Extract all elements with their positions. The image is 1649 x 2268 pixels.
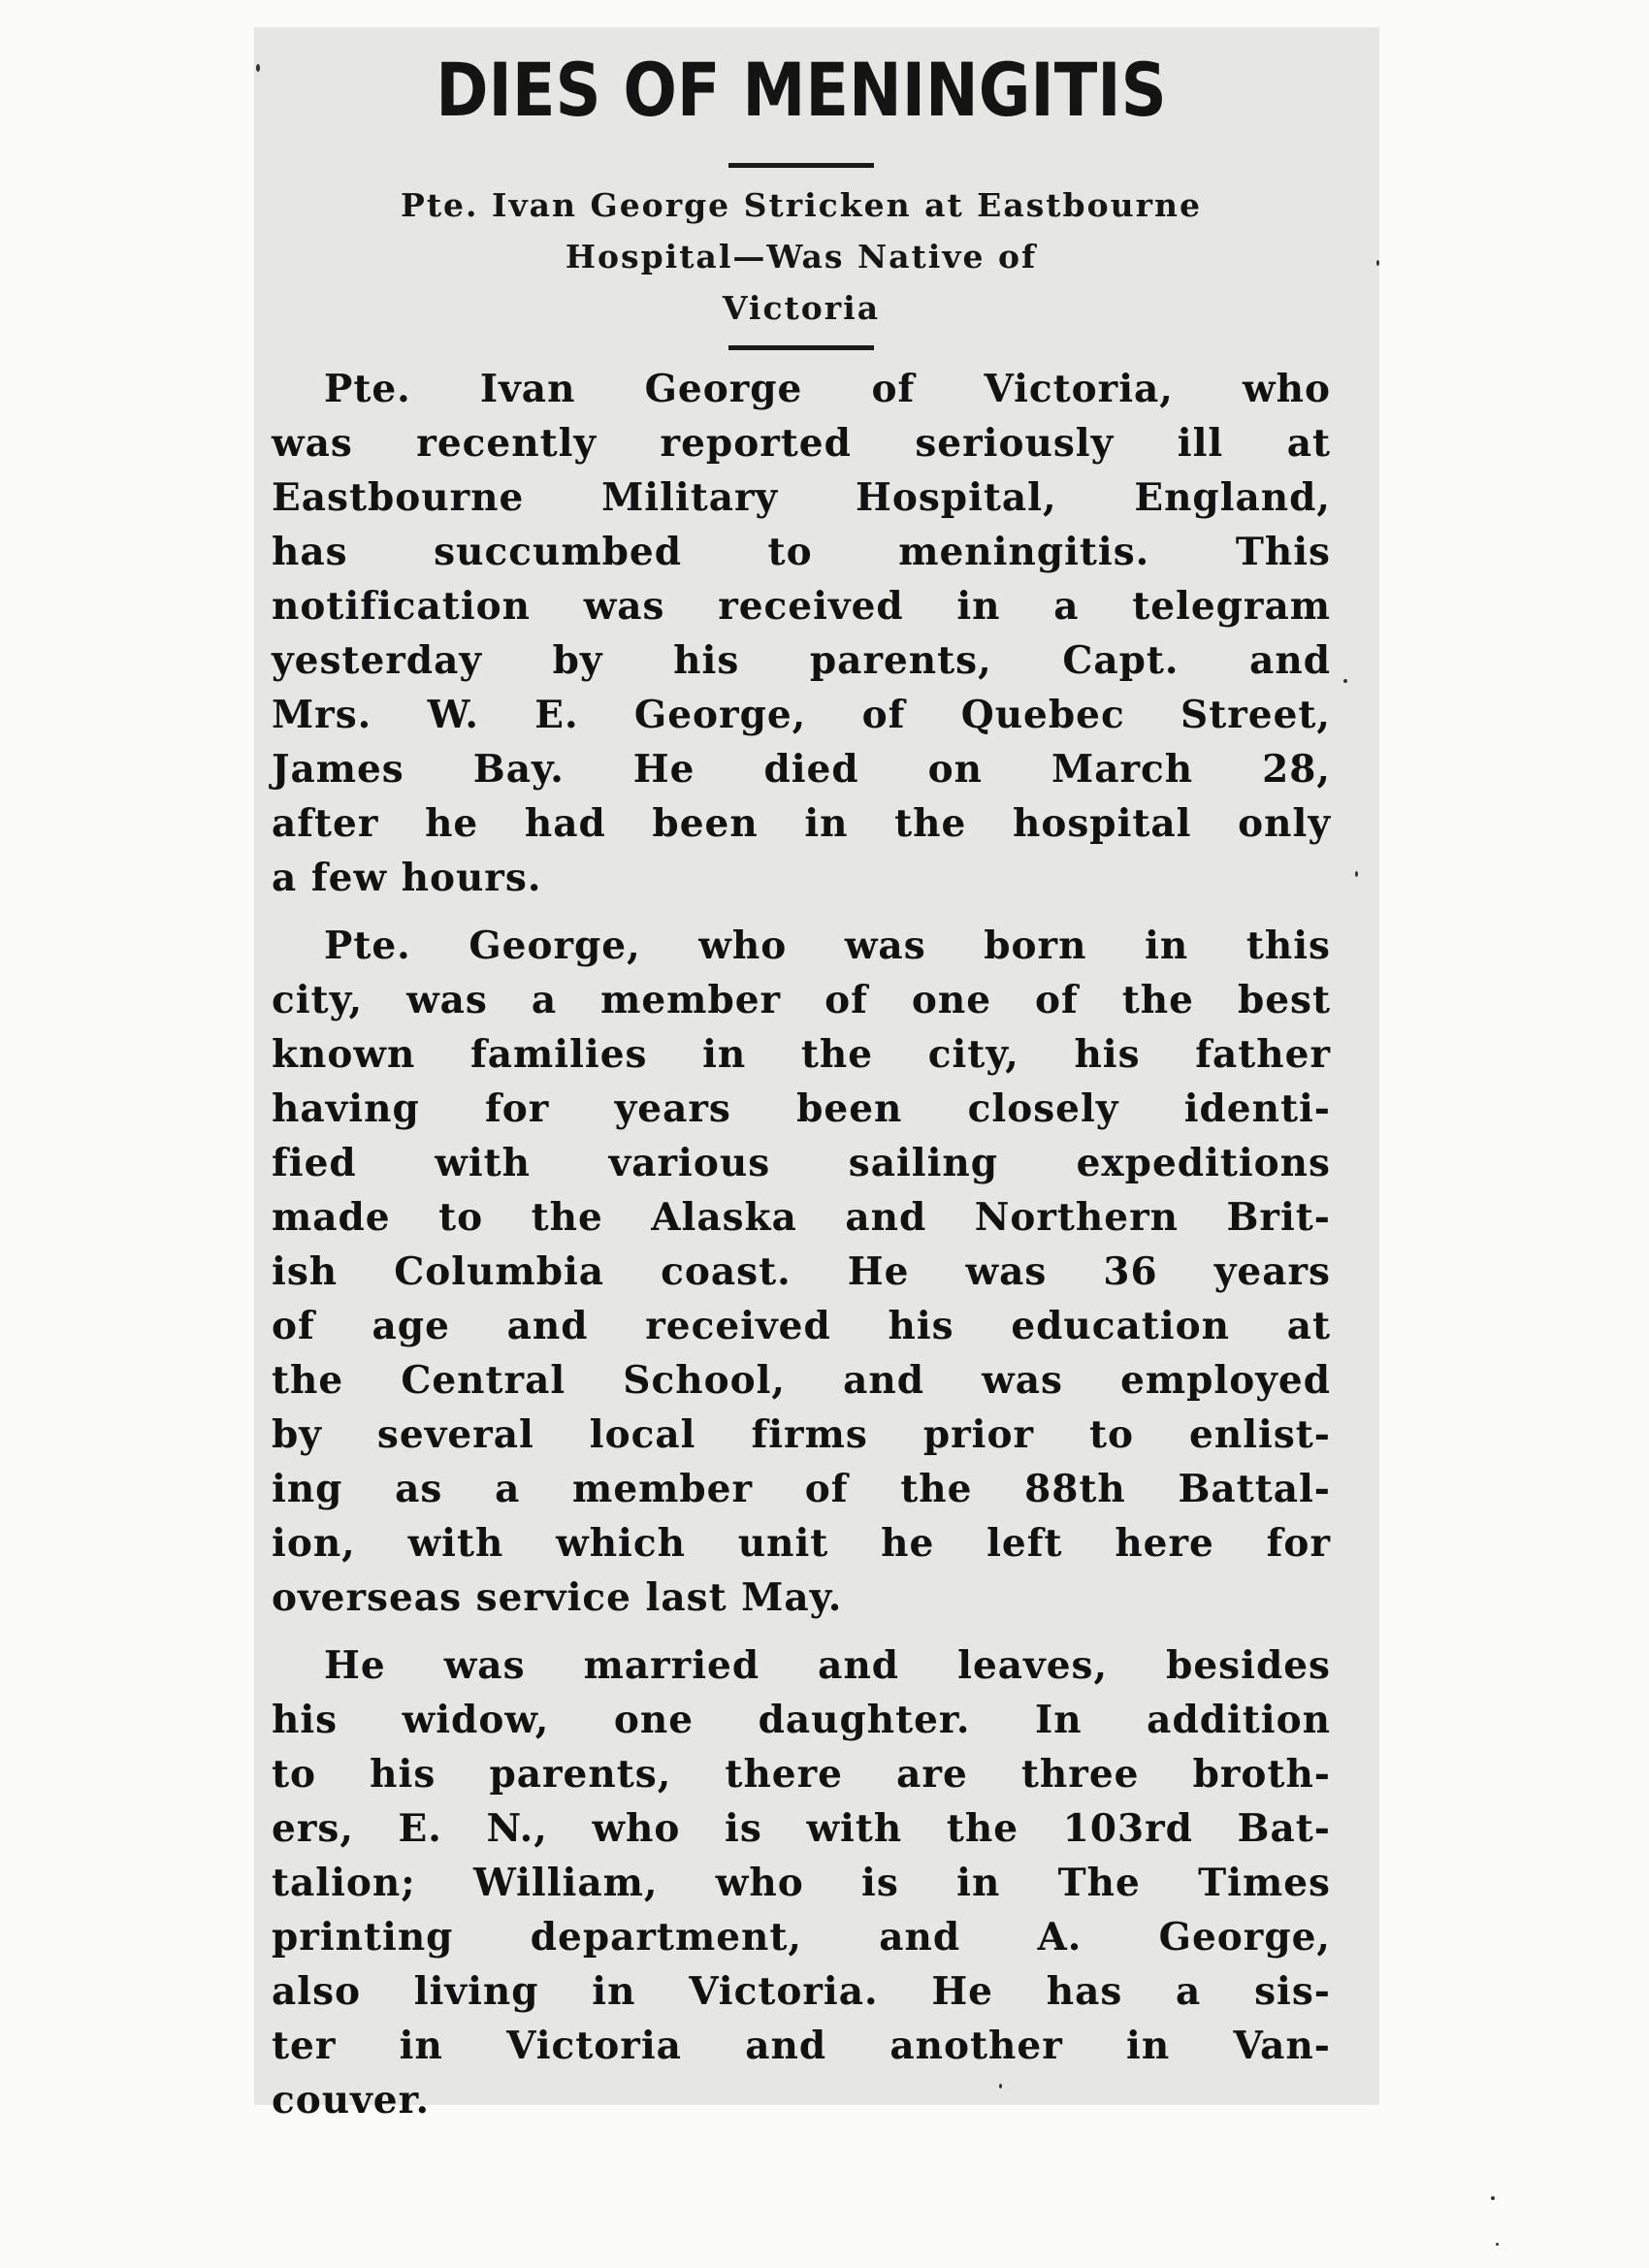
article-line: city, was a member of one of the best: [272, 978, 1331, 1022]
article-line: to his parents, there are three broth-: [272, 1752, 1331, 1797]
article-line: ion, with which unit he left here for: [272, 1521, 1331, 1566]
article-line: overseas service last May.: [272, 1575, 843, 1620]
article-line: talion; William, who is in The Times: [272, 1861, 1331, 1905]
article-line: Pte. George, who was born in this: [324, 923, 1331, 968]
scan-speck: [1491, 2196, 1495, 2200]
article-line: a few hours.: [272, 856, 542, 900]
article-line: the Central School, and was employed: [272, 1358, 1331, 1403]
article-line: has succumbed to meningitis. This: [272, 530, 1331, 574]
article-line: Pte. Ivan George of Victoria, who: [324, 367, 1331, 411]
article-line: yesterday by his parents, Capt. and: [272, 638, 1331, 683]
article-line: of age and received his education at: [272, 1304, 1331, 1348]
article-line: couver.: [272, 2078, 431, 2122]
subhead-line: Hospital—Was Native of: [565, 238, 1038, 275]
subheadline: [272, 179, 1331, 334]
newspaper-clipping: [254, 27, 1379, 2122]
article-line: fied with various sailing expeditions: [272, 1141, 1331, 1185]
article-line: printing department, and A. George,: [272, 1915, 1331, 1960]
scan-speck: [1343, 679, 1347, 683]
article-line: Eastbourne Military Hospital, England,: [272, 475, 1331, 520]
article-line: his widow, one daughter. In addition: [272, 1698, 1331, 1742]
article-line: ter in Victoria and another in Van-: [272, 2024, 1331, 2068]
article-line: also living in Victoria. He has a sis-: [272, 1969, 1331, 2014]
article-line: by several local firms prior to enlist-: [272, 1412, 1331, 1457]
subhead-rule: [728, 345, 874, 350]
article-line: was recently reported seriously ill at: [272, 421, 1331, 466]
article-line: ing as a member of the 88th Battal-: [272, 1467, 1331, 1511]
article-line: known families in the city, his father: [272, 1032, 1331, 1077]
article-paragraph: [272, 362, 1331, 905]
article-paragraph: [272, 919, 1331, 1625]
scan-speck: [999, 2084, 1002, 2089]
scan-speck: [1496, 2243, 1499, 2246]
article-line: notification was received in a telegram: [272, 584, 1331, 629]
scan-speck: [1376, 260, 1379, 266]
article-line: ish Columbia coast. He was 36 years: [272, 1249, 1331, 1294]
article-line: after he had been in the hospital only: [272, 801, 1331, 846]
article-line: Mrs. W. E. George, of Quebec Street,: [272, 693, 1331, 737]
subhead-line: Pte. Ivan George Stricken at Eastbourne: [401, 186, 1202, 224]
article-line: having for years been closely identi-: [272, 1086, 1331, 1131]
headline: DIES OF MENINGITIS: [436, 47, 1167, 133]
scan-speck: [1355, 871, 1358, 877]
article-line: ers, E. N., who is with the 103rd Bat-: [272, 1806, 1331, 1851]
headline-rule: [728, 163, 874, 168]
subhead-line: Victoria: [722, 289, 881, 327]
article-paragraph: [272, 1638, 1331, 2127]
article-line: James Bay. He died on March 28,: [272, 747, 1331, 792]
scan-speck: [256, 64, 260, 72]
article-line: made to the Alaska and Northern Brit-: [272, 1195, 1331, 1240]
article-body: [272, 362, 1331, 2127]
article-line: He was married and leaves, besides: [324, 1643, 1331, 1688]
